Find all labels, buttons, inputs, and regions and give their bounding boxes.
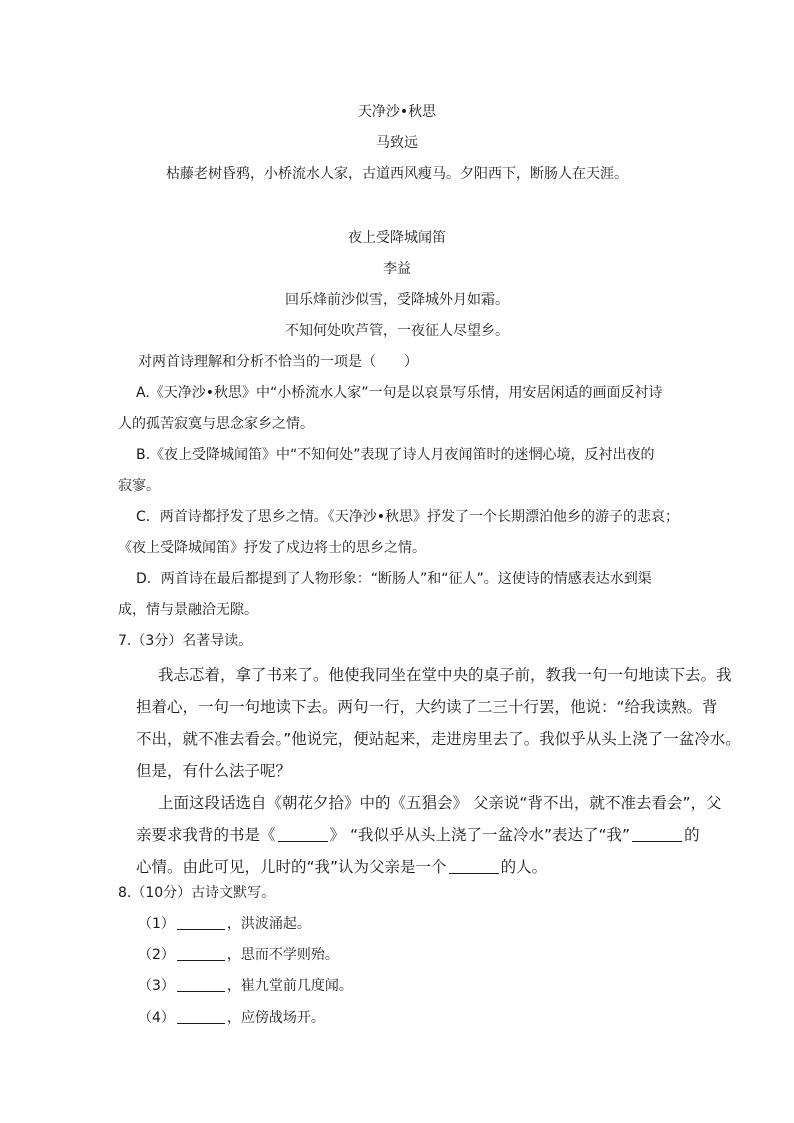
poem2-line2: 不知何处吹芦管，一夜征人尽望乡。: [285, 323, 509, 339]
poem1-text: 枯藤老树昏鸦，小桥流水人家，古道西风瘦马。夕阳西下，断肠人在天涯。: [166, 166, 628, 182]
q7-question-line2: [136, 824, 700, 846]
q8-item-3-blank[interactable]: [177, 976, 225, 992]
q8-item-2-text: ，思而不学则殆。: [226, 947, 339, 963]
poem1-title: 天净沙•秋思: [357, 104, 437, 120]
q8-item-3-number: （3）: [138, 978, 175, 994]
q6-option-b-line2: 寂寥。: [118, 478, 160, 494]
q7-question-line2-part3: 的: [684, 826, 700, 844]
q8-item-1-blank[interactable]: [177, 914, 225, 930]
q8-item-2-number: （2）: [138, 947, 175, 963]
q8-item-1: [138, 914, 311, 934]
q8-item-1-text: ，洪波涌起。: [226, 916, 311, 932]
q8-item-4-blank[interactable]: [177, 1008, 225, 1024]
q8-item-4-text: ，应傍战场开。: [226, 1010, 325, 1026]
q8-header: 8.（10分）古诗文默写。: [118, 885, 276, 901]
q6-option-a-line1: A.《天净沙•秋思》中“小桥流水人家”一句是以哀景写乐情，用安居闲适的画面反衬诗: [136, 385, 663, 401]
q8-item-4: [138, 1008, 325, 1028]
q7-passage-line3: 不出，就不准去看会。”他说完，便站起来，走进房里去了。我似乎从头上浇了一盆冷水。: [136, 730, 741, 748]
q8-item-2-blank[interactable]: [177, 945, 225, 961]
q8-item-3-text: ，崔九堂前几度闻。: [226, 978, 353, 994]
q6-option-a-line2: 人的孤苦寂寞与思念家乡之情。: [118, 416, 314, 432]
q8-item-1-number: （1）: [138, 916, 175, 932]
q6-option-b-line1: B.《夜上受降城闻笛》中“不知何处”表现了诗人月夜闻笛时的迷惘心境，反衬出夜的: [136, 447, 655, 463]
q7-blank-mood[interactable]: [632, 826, 682, 842]
q7-passage-line2: 担着心，一句一句地读下去。两句一行，大约读了二三十行罢，他说：“给我读熟。背: [136, 698, 718, 716]
q7-blank-father[interactable]: [449, 858, 499, 874]
q6-stem: 对两首诗理解和分析不恰当的一项是（ ）: [138, 354, 418, 370]
q7-question-line1: 上面这段话选自《朝花夕拾》中的《五猖会》 父亲说“背不出，就不准去看会”，父: [158, 794, 722, 812]
q6-option-c-line1: C．两首诗都抒发了思乡之情。《天净沙•秋思》抒发了一个长期漂泊他乡的游子的悲哀；: [136, 509, 680, 525]
q7-question-line2-part1: 亲要求我背的书是《: [136, 826, 276, 844]
q7-header: 7.（3分）名著导读。: [118, 633, 253, 649]
q7-question-line2-part2: 》 “我似乎从头上浇了一盆冷水”表达了“我”: [329, 826, 631, 844]
q6-option-c-line2: 《夜上受降城闻笛》抒发了戍边将士的思乡之情。: [118, 540, 426, 556]
poem2-title: 夜上受降城闻笛: [348, 230, 446, 246]
poem2-line1: 回乐烽前沙似雪，受降城外月如霜。: [285, 292, 509, 308]
q7-question-line3-part2: 的人。: [500, 858, 548, 876]
q7-passage-line1: 我忐忑着，拿了书来了。他使我同坐在堂中央的桌子前，教我一句一句地读下去。我: [158, 666, 732, 684]
poem2-author: 李益: [383, 261, 411, 277]
q8-item-3: [138, 976, 353, 996]
q7-blank-book[interactable]: [278, 826, 328, 842]
q7-passage-line4: 但是，有什么法子呢？: [136, 762, 292, 780]
q6-option-d-line2: 成，情与景融洽无隙。: [118, 602, 258, 618]
q8-item-4-number: （4）: [138, 1010, 175, 1026]
q7-question-line3-part1: 心情。由此可见，儿时的“我”认为父亲是一个: [136, 858, 447, 876]
q6-option-d-line1: D．两首诗在最后都提到了人物形象：“断肠人”和“征人”。这使诗的情感表达水到渠: [136, 571, 652, 587]
poem1-author: 马致远: [376, 135, 418, 151]
q7-question-line3: [136, 856, 547, 878]
q8-item-2: [138, 945, 339, 965]
